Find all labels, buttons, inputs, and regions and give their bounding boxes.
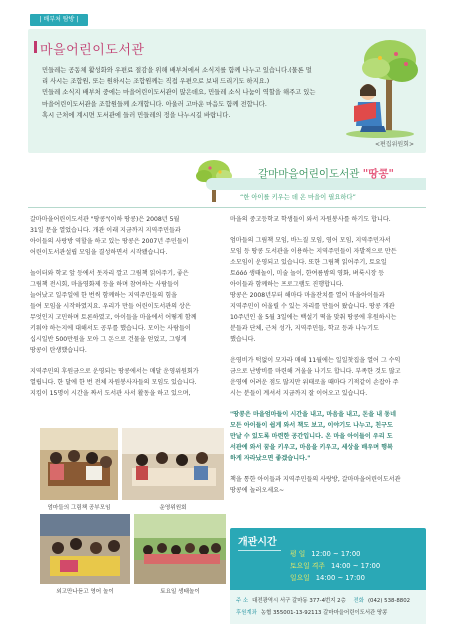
section-tag: | 배부처 탐방 | (30, 14, 88, 26)
text-line: 토óóó 생태놀이, 미술 놀이, 한여름밤의 영화, 벼룩시장 등 (230, 270, 385, 277)
text-line: 10주년인 올 5월 3일에는 백설기 떡을 맞춰 땅콩에 후원하시는 (230, 314, 397, 321)
intro-title: 마을어린이도서관 (40, 39, 144, 58)
text-line: 그림책 전시회, 마을영화제 등을 하며 참여하는 사람들이 (30, 281, 179, 288)
text-line: 땅콩이 탄생했습니다. (30, 347, 87, 354)
photo-picture-book-meeting (40, 428, 118, 500)
library-contact-info (230, 590, 426, 624)
text-line: 무엇인지 고민하며 토론하였고, 아이들을 마을에서 어떻게 함께 (30, 314, 197, 321)
text-line: 시는 분들이 계셔서 지금까지 잘 이어오고 있습니다. (230, 390, 368, 397)
reading-girl-illustration (340, 40, 420, 138)
library-nickname: "땅콩" (362, 168, 395, 180)
intro-text (42, 65, 360, 121)
photo-english-play (40, 514, 130, 584)
text-line: 지역주민이 어울릴 수 있는 자리를 만들어 왔습니다. 땅콩 개관 (230, 303, 395, 310)
left-column (30, 214, 220, 409)
text-line: 갈마마을어린이도서관 "땅콩"(이하 땅콩)은 2008년 5월 (30, 216, 180, 223)
text-line: 어린이도서관설립 모임을 결성하면서 시작됐습니다. (30, 249, 168, 256)
quote-line: "땅콩은 마을엄마들이 시간을 내고, 마음을 내고, 돈을 내 동네 (230, 411, 397, 418)
photo-operating-committee (122, 428, 224, 500)
intro-line: 마을어린이도서관을 조합원들께 소개합니다. 아울러 고마운 마음도 함께 전합니다. (42, 100, 267, 108)
paragraph (30, 268, 220, 356)
intro-line: 혹시 근처에 계시면 도서관에 들러 민들레의 정을 나누시길 바랍니다. (42, 111, 231, 119)
text-line: 마을의 중고등학교 학생들이 와서 자원봉사를 하기도 합니다. (230, 216, 391, 223)
right-column (230, 214, 426, 506)
editor-credit: <편집위원회> (374, 141, 414, 148)
library-name (258, 166, 394, 181)
text-line: 모임 등 땅콩 도서관을 이용하는 지역주민들이 자발적으로 만든 (230, 248, 397, 255)
text-line: 책을 통한 아이들과 지역주민들의 사랑방, 갈마마을어린이도서관 (230, 476, 401, 483)
photo-caption: 엄마들의 그림책 공부모임 (47, 505, 111, 511)
photo-caption: 외고만나듣고 영어 놀이 (56, 589, 114, 595)
text-line: 열립니다. 한 달에 한 번 전체 자원봉사자들의 모임도 있습니다. (30, 379, 197, 386)
quote-paragraph (230, 409, 426, 464)
text-line: 십시일반 500만원을 모아 그 돈으로 건물을 얻었고, 그렇게 (30, 336, 187, 343)
intro-line: 민들레는 공동체 활성화와 우편료 절감을 위해 배부처에서 소식지를 함께 나누고 있습니다.(물론 멀 (42, 67, 312, 74)
text-line: 땅콩은 2008년부터 해마다 마을잔치를 열어 마을아이들과 (230, 292, 385, 299)
opening-hours-box (230, 528, 426, 624)
text-line: 아이들의 사랑방 역할을 하고 있는 땅콩은 2007년 주민들이 (30, 238, 189, 245)
quote-line: 만날 수 있도록 마련한 공간입니다. 온 마을 아이들이 우리 도 (230, 433, 393, 440)
text-line: 아이들과 함께하는 프로그램도 진행합니다. (230, 281, 344, 288)
text-line: 지킴이 15명이 시간을 짜서 도서관 사서 활동을 하고 있으며, (30, 390, 191, 397)
text-line: 분들과 단체, 근처 성가, 지역주민들, 학교 등과 나누기도 (230, 325, 379, 332)
library-slogan: “ 한 아이를 키우는 데 온 마을이 필요하다 ” (240, 192, 356, 201)
paragraph (30, 366, 220, 399)
text-line: 땅콩에 놀러오세요~ (230, 487, 285, 494)
photo-caption: 운영위원회 (159, 505, 187, 511)
text-line: 했습니다. (230, 336, 256, 343)
hours-row-sunday: 일요일 14:00 ~ 17:00 (290, 574, 365, 582)
intro-line: 민들레 소식지 배부처 중에는 마을어린이도서관이 많은데요, 민들레 소식 나눔이 역할을 해주고 있는 (42, 89, 316, 97)
text-line: 운영비가 턱없이 모자라 매해 11월에는 일일찻집을 열어 그 수익 (230, 357, 401, 364)
section-divider (28, 207, 426, 208)
paragraph (230, 355, 426, 399)
hours-row-saturday: 토요일 격주 14:00 ~ 17:00 (290, 562, 381, 570)
text-line: 31일 문을 열었습니다. 개관 이래 지금까지 지역주민들과 (30, 227, 181, 234)
opening-hours-title: 개관시간 (238, 533, 277, 548)
paragraph (230, 235, 426, 345)
paragraph (230, 214, 426, 225)
intro-line: 리 사시는 조합원, 또는 원하시는 조합원께는 직접 우편으로 보내 드리기도 하지요.) (42, 78, 270, 86)
text-line: 놀이터와 학교 앞 등에서 돗자리 깔고 그림책 읽어주기, 좋은 (30, 270, 189, 277)
text-line: 운영에 어려운 점도 많지만 위태로울 때마다 기적같이 손잡아 주 (230, 379, 399, 386)
text-line: 들여 모임을 시작하였지요. 우리가 만들 어린이도서관의 상은 (30, 303, 191, 310)
hours-row-weekday: 평 일 12:00 ~ 17:00 (290, 550, 361, 558)
text-line: 엄마들의 그림책 모임, 바느질 모임, 영어 모임, 지역주민자서 (230, 237, 391, 244)
text-line: 늘어났고 일주일에 한 번씩 함께하는 지역주민들의 힘을 (30, 292, 178, 299)
account-row: 후원계좌 농협 355001-13-92113 갈마마을어린이도서관 땅콩 (236, 610, 388, 616)
address-row: 주 소 대전광역시 서구 갈마동 377-4번지 2층 전화 (042) 538-8802 (236, 598, 411, 604)
photo-ecology-play (134, 514, 226, 584)
photo-caption: 토요일 생태놀이 (160, 589, 200, 595)
quote-line: 서관에 와서 꿈을 키우고, 마음을 키우고, 세상을 배우며 행복 (230, 444, 393, 451)
text-line: 지역주민의 후원금으로 운영되는 땅콩에서는 매달 운영위원회가 (30, 368, 199, 375)
paragraph (230, 474, 426, 496)
text-line: 금으로 난방비를 마련해 겨울을 나기도 합니다. 부족한 것도 많고 (230, 368, 401, 375)
quote-line: 모든 아이들이 쉽게 와서 책도 보고, 이야기도 나누고, 친구도 (230, 422, 393, 429)
quote-line: 하게 자라났으면 좋겠습니다." (230, 455, 311, 462)
library-name-prefix: 갈마마을어린이도서관 (258, 168, 363, 180)
text-line: 소모임이 운영되고 있습니다. 또한 그림책 읽어주기, 토요일 (230, 259, 387, 266)
text-line: 키워야 하는지에 대해서도 공부를 했습니다. 모이는 사람들이 (30, 325, 191, 332)
library-header (150, 158, 426, 204)
paragraph (30, 214, 220, 258)
